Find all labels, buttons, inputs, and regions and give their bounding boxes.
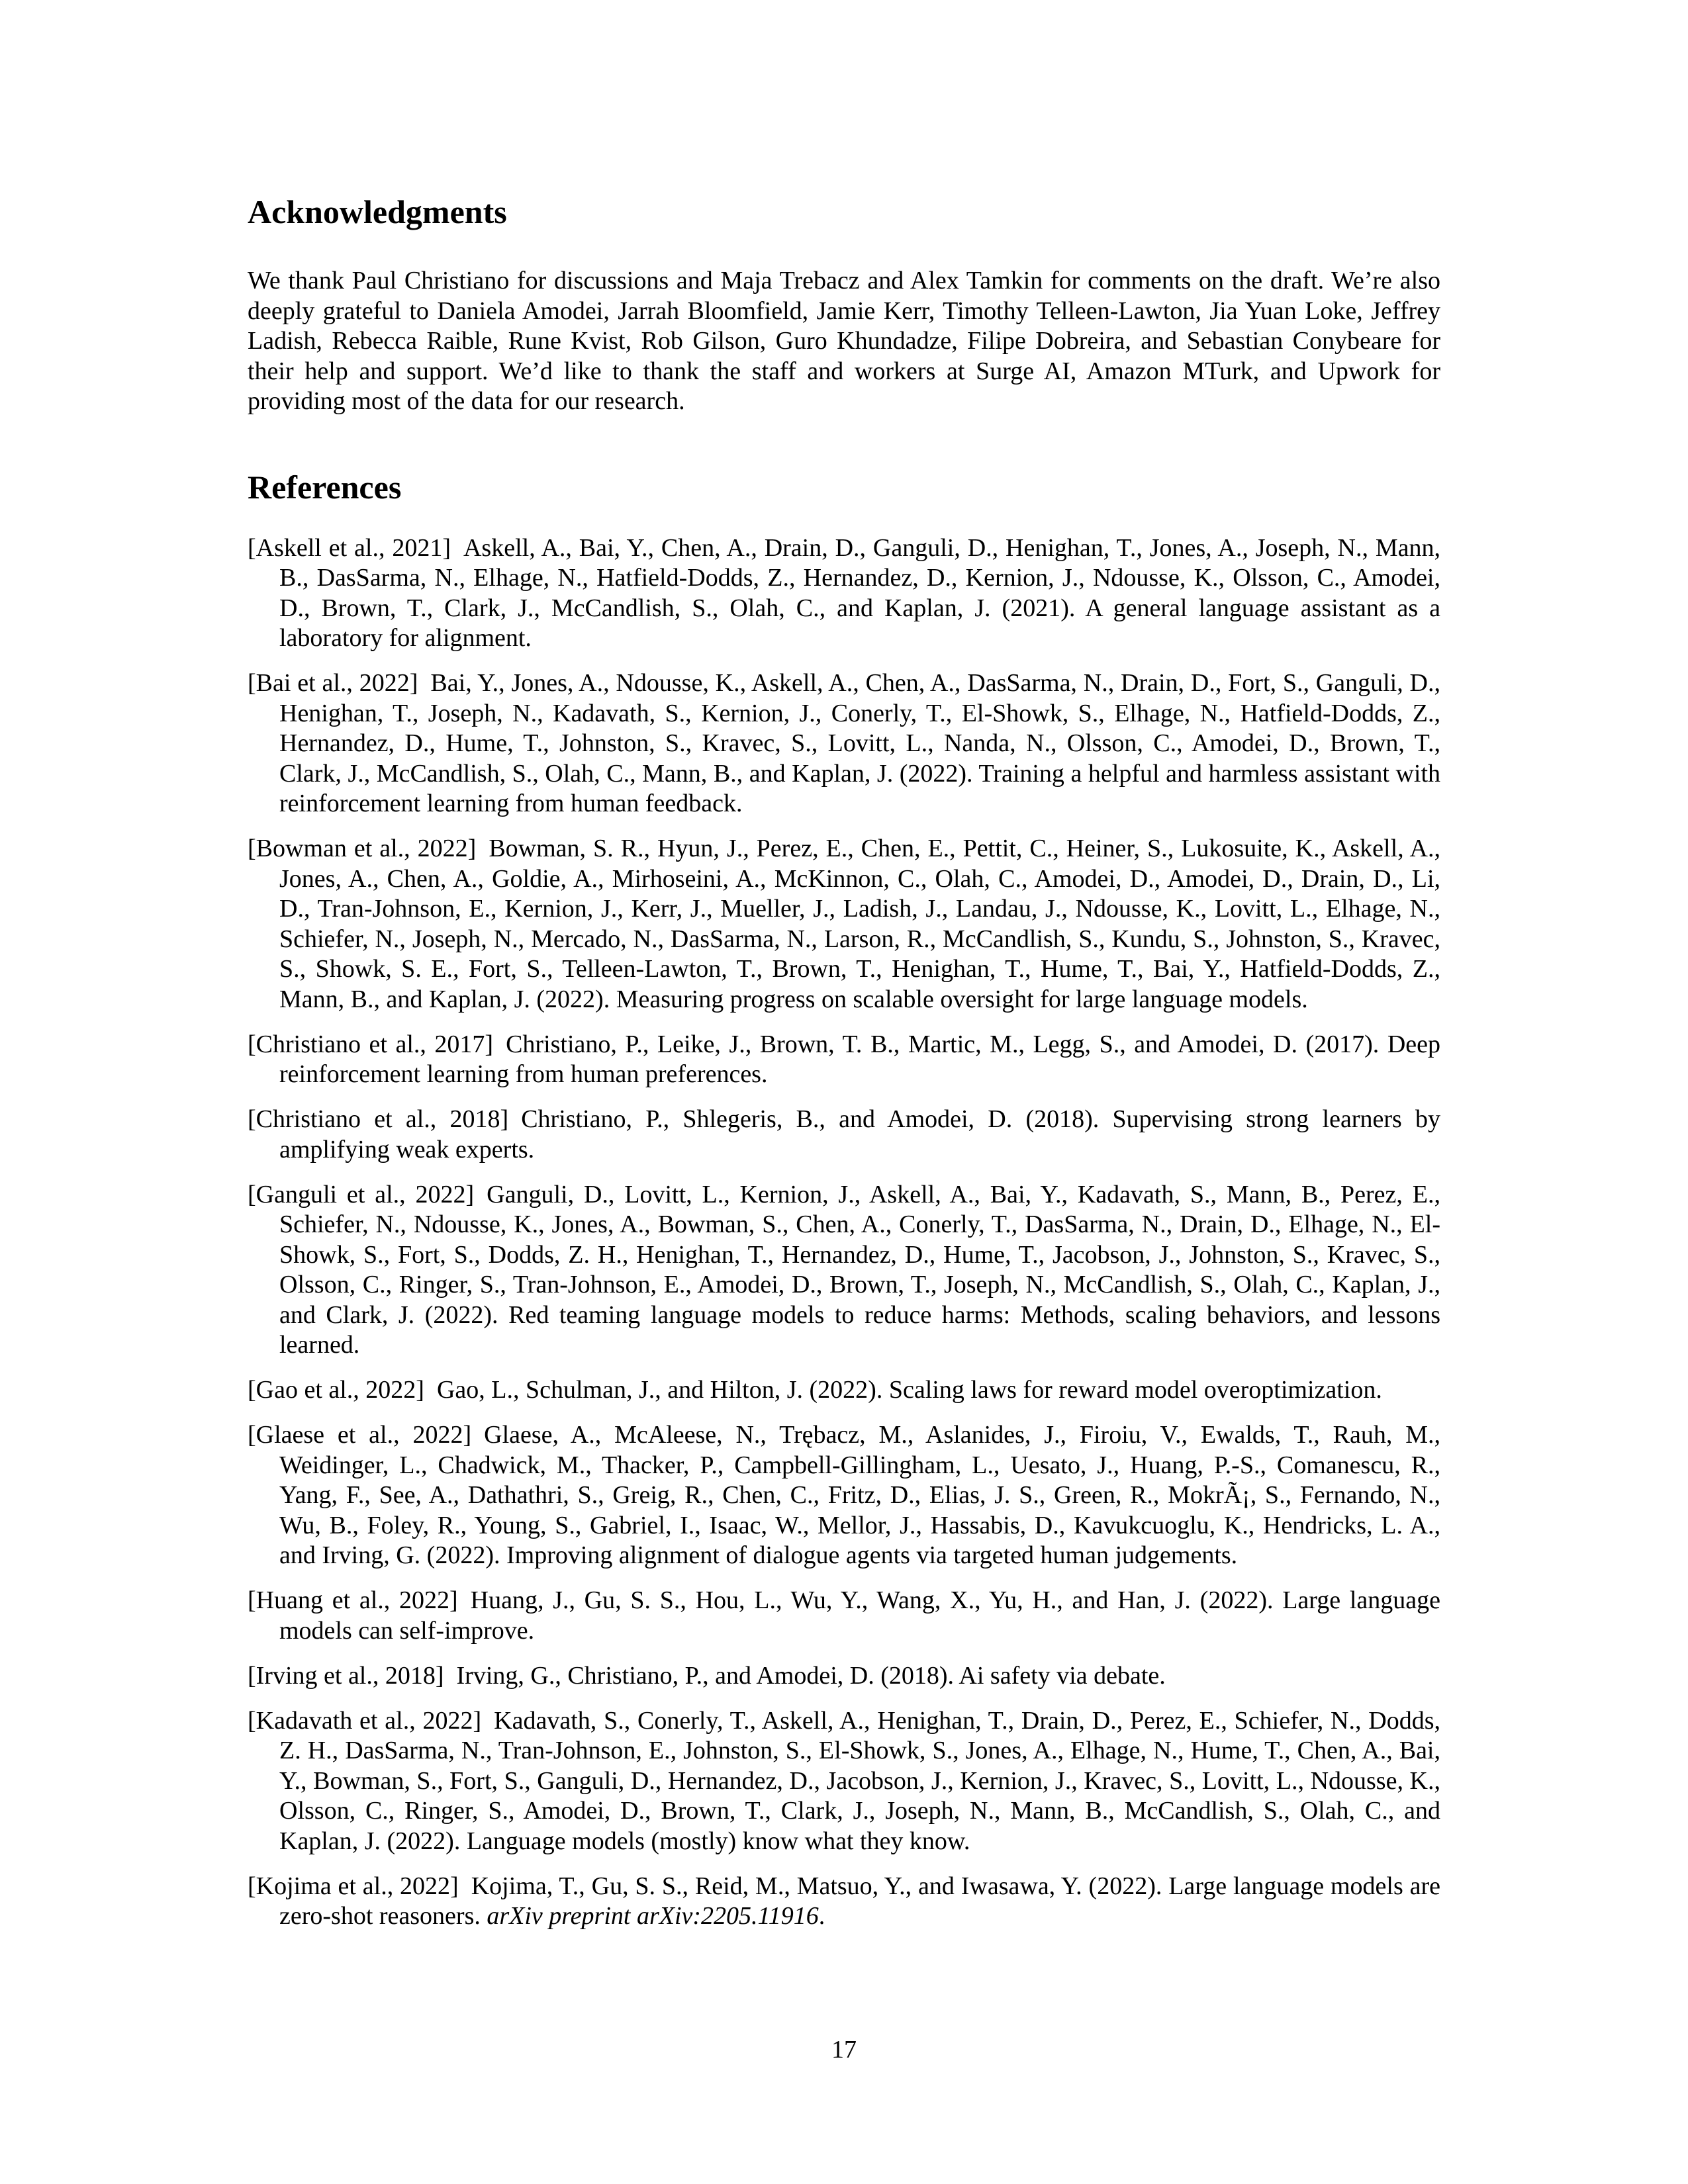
reference-text: Bowman, S. R., Hyun, J., Perez, E., Chen, E., Pettit, C., Heiner, S., Lukosuite, K., Askell, A., Jones, A., Chen, A., Goldie, A., Mirhoseini, A., McKinnon, C., Olah, C., Amodei, D., Amodei, D., Drain, D., Li, D., Tran-Johnson, E., Kernion, J., Kerr, J., Mueller, J., Ladish, J., Landau, J., Ndousse, K., Lovitt, L., Elhage, N., Schiefer, N., Joseph, N., Mercado, N., DasSarma, N., Larson, R., McCandlish, S., Kundu, S., Johnston, S., Kravec, S., Showk, S. E., Fort, S., Telleen-Lawton, T., Brown, T., Henighan, T., Hume, T., Bai, Y., Hatfield-Dodds, Z., Mann, B., and Kaplan, J. (2022). Measuring progress on scalable oversight for large language models. <box>279 835 1440 1013</box>
reference-text: Irving, G., Christiano, P., and Amodei, D. (2018). Ai safety via debate. <box>456 1661 1166 1690</box>
reference-item <box>248 1706 1440 1857</box>
reference-key: [Bai et al., 2022] <box>248 669 418 697</box>
reference-item <box>248 1180 1440 1361</box>
reference-key: [Christiano et al., 2018] <box>248 1105 509 1133</box>
acknowledgments-heading: Acknowledgments <box>248 193 507 230</box>
reference-key: [Huang et al., 2022] <box>248 1586 458 1614</box>
reference-text: Ganguli, D., Lovitt, L., Kernion, J., Askell, A., Bai, Y., Kadavath, S., Mann, B., Perez, E., Schiefer, N., Ndousse, K., Jones, A., Bowman, S., Chen, A., Conerly, T., DasSarma, N., Drain, D., Elhage, N., El-Showk, S., Fort, S., Dodds, Z. H., Henighan, T., Hernandez, D., Hume, T., Jacobson, J., Johnston, S., Kravec, S., Olsson, C., Ringer, S., Tran-Johnson, E., Amodei, D., Brown, T., Joseph, N., McCandlish, S., Olah, C., Kaplan, J., and Clark, J. (2022). Red teaming language models to reduce harms: Methods, scaling behaviors, and lessons learned. <box>279 1180 1440 1359</box>
reference-text: Glaese, A., McAleese, N., Trębacz, M., Aslanides, J., Firoiu, V., Ewalds, T., Rauh, M., Weidinger, L., Chadwick, M., Thacker, P., Campbell-Gillingham, L., Uesato, J., Huang, P.-S., Comanescu, R., Yang, F., See, A., Dathathri, S., Greig, R., Chen, C., Fritz, D., Elias, J. S., Green, R., MokrÃ¡, S., Fernando, N., Wu, B., Foley, R., Young, S., Gabriel, I., Isaac, W., Mellor, J., Hassabis, D., Kavukcuoglu, K., Hendricks, L. A., and Irving, G. (2022). Improving alignment of dialogue agents via targeted human judgements. <box>279 1421 1440 1569</box>
reference-list <box>248 533 1440 1932</box>
reference-key: [Kadavath et al., 2022] <box>248 1706 482 1735</box>
reference-text: Huang, J., Gu, S. S., Hou, L., Wu, Y., Wang, X., Yu, H., and Han, J. (2022). Large language models can self-improve. <box>279 1586 1440 1645</box>
acknowledgments-body: We thank Paul Christiano for discussions and Maja Trebacz and Alex Tamkin for comments on the draft. We’re also deeply grateful to Daniela Amodei, Jarrah Bloomfield, Jamie Kerr, Timothy Telleen-Lawton, Jia Yuan Loke, Jeffrey Ladish, Rebecca Raible, Rune Kvist, Rob Gilson, Guro Khundadze, Filipe Dobreira, and Sebastian Conybeare for their help and support. We’d like to thank the staff and workers at Surge AI, Amazon MTurk, and Upwork for providing most of the data for our research. <box>248 267 1440 415</box>
reference-key: [Askell et al., 2021] <box>248 533 451 562</box>
reference-key: [Gao et al., 2022] <box>248 1376 424 1404</box>
reference-item <box>248 834 1440 1015</box>
references-heading: References <box>248 468 402 506</box>
page-number: 17 <box>831 2036 857 2064</box>
page-content <box>248 192 1440 1946</box>
reference-item <box>248 1030 1440 1090</box>
reference-text: Askell, A., Bai, Y., Chen, A., Drain, D., Ganguli, D., Henighan, T., Jones, A., Joseph, N., Mann, B., DasSarma, N., Elhage, N., Hatfield-Dodds, Z., Hernandez, D., Kernion, J., Ndousse, K., Olsson, C., Amodei, D., Brown, T., Clark, J., McCandlish, S., Olah, C., and Kaplan, J. (2021). A general language assistant as a laboratory for alignment. <box>279 533 1440 652</box>
reference-key: [Kojima et al., 2022] <box>248 1872 459 1900</box>
reference-item <box>248 1586 1440 1646</box>
reference-text: Bai, Y., Jones, A., Ndousse, K., Askell, A., Chen, A., DasSarma, N., Drain, D., Fort, S., Ganguli, D., Henighan, T., Joseph, N., Kadavath, S., Kernion, J., Conerly, T., El-Showk, S., Elhage, N., Hatfield-Dodds, Z., Hernandez, D., Hume, T., Johnston, S., Kravec, S., Lovitt, L., Nanda, N., Olsson, C., Amodei, D., Brown, T., Clark, J., McCandlish, S., Olah, C., Mann, B., and Kaplan, J. (2022). Training a helpful and harmless assistant with reinforcement learning from human feedback. <box>279 669 1440 817</box>
reference-item <box>248 668 1440 819</box>
reference-item <box>248 533 1440 654</box>
reference-key: [Ganguli et al., 2022] <box>248 1180 475 1208</box>
reference-key: [Bowman et al., 2022] <box>248 835 477 862</box>
reference-item <box>248 1661 1440 1692</box>
reference-key: [Christiano et al., 2017] <box>248 1030 494 1058</box>
reference-key: [Glaese et al., 2022] <box>248 1421 472 1449</box>
reference-key: [Irving et al., 2018] <box>248 1661 444 1690</box>
reference-item <box>248 1420 1440 1571</box>
reference-text: Kojima, T., Gu, S. S., Reid, M., Matsuo, Y., and Iwasawa, Y. (2022). Large language models are zero-shot reasoners. <box>279 1872 1441 1930</box>
reference-text: Christiano, P., Shlegeris, B., and Amodei, D. (2018). Supervising strong learners by amplifying weak experts. <box>279 1105 1441 1163</box>
reference-item <box>248 1105 1440 1165</box>
reference-item: [Kojima et al., 2022] Kojima, T., Gu, S. S., Reid, M., Matsuo, Y., and Iwasawa, Y. (2022). Large language models are zero-shot reasoners. arXiv preprint arXiv:2205.11916. <box>248 1872 1441 1930</box>
reference-text: Kadavath, S., Conerly, T., Askell, A., Henighan, T., Drain, D., Perez, E., Schiefer, N., Dodds, Z. H., DasSarma, N., Tran-Johnson, E., Johnston, S., El-Showk, S., Jones, A., Elhage, N., Hume, T., Chen, A., Bai, Y., Bowman, S., Fort, S., Ganguli, D., Hernandez, D., Jacobson, J., Kernion, J., Kravec, S., Lovitt, L., Ndousse, K., Olsson, C., Ringer, S., Amodei, D., Brown, T., Clark, J., Joseph, N., Mann, B., McCandlish, S., Olah, C., and Kaplan, J. (2022). Language models (mostly) know what they know. <box>279 1706 1440 1855</box>
reference-venue: arXiv preprint arXiv:2205.11916 <box>487 1902 819 1930</box>
reference-text: Christiano, P., Leike, J., Brown, T. B., Martic, M., Legg, S., and Amodei, D. (2017). Deep reinforcement learning from human preferences. <box>279 1030 1440 1088</box>
reference-item <box>248 1375 1440 1406</box>
reference-text: Gao, L., Schulman, J., and Hilton, J. (2022). Scaling laws for reward model overoptimization. <box>436 1376 1382 1404</box>
